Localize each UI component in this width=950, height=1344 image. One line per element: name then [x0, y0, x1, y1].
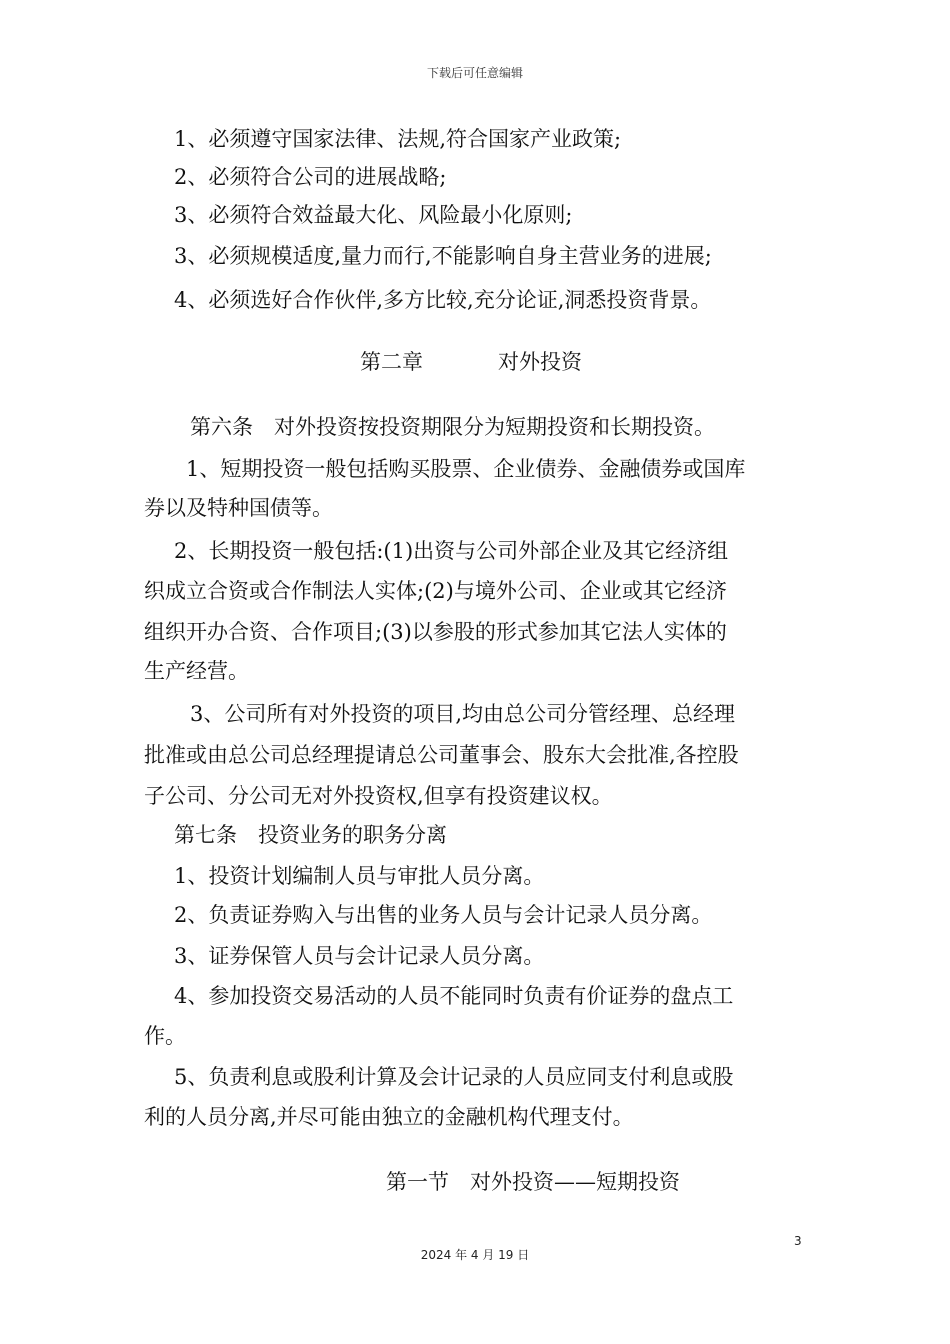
article-6-item-2-line-3: 组织开办合资、合作项目;(3)以参股的形式参加其它法人实体的: [144, 620, 727, 644]
article-7-item-2: 2、负责证券购入与出售的业务人员与会计记录人员分离。: [174, 903, 713, 927]
article-7-item-4-line-2: 作。: [144, 1024, 186, 1048]
article-6-item-1-line-2: 券以及特种国债等。: [144, 496, 333, 520]
article-6-item-3-line-3: 子公司、分公司无对外投资权,但享有投资建议权。: [144, 784, 613, 808]
article-6-item-3-line-2: 批准或由总公司总经理提请总公司董事会、股东大会批准,各控股: [144, 743, 739, 767]
article-6-item-3-line-1: 3、公司所有对外投资的项目,均由总公司分管经理、总经理: [190, 702, 736, 726]
principle-item-3: 3、必须符合效益最大化、风险最小化原则;: [174, 203, 573, 227]
principle-item-5: 4、必须选好合作伙伴,多方比较,充分论证,洞悉投资背景。: [174, 288, 712, 312]
principle-item-1: 1、必须遵守国家法律、法规,符合国家产业政策;: [174, 127, 622, 151]
article-7-item-5-line-2: 利的人员分离,并尽可能由独立的金融机构代理支付。: [144, 1105, 634, 1129]
article-7-item-4-line-1: 4、参加投资交易活动的人员不能同时负责有价证券的盘点工: [174, 984, 734, 1008]
page-number: 3: [794, 1234, 802, 1248]
article-7-heading: 第七条 投资业务的职务分离: [174, 823, 447, 847]
principle-item-2: 2、必须符合公司的进展战略;: [174, 165, 447, 189]
article-6-item-2-line-1: 2、长期投资一般包括:(1)出资与公司外部企业及其它经济组: [174, 539, 729, 563]
article-7-item-1: 1、投资计划编制人员与审批人员分离。: [174, 864, 545, 888]
article-6-heading: 第六条 对外投资按投资期限分为短期投资和长期投资。: [190, 415, 715, 439]
chapter-title: 对外投资: [498, 350, 582, 374]
principle-item-4: 3、必须规模适度,量力而行,不能影响自身主营业务的进展;: [174, 244, 712, 268]
page-header: 下载后可任意编辑: [426, 66, 523, 80]
article-6-item-2-line-4: 生产经营。: [144, 659, 249, 683]
page-footer-date: 2024 年 4 月 19 日: [420, 1248, 530, 1262]
article-6-item-1-line-1: 1、短期投资一般包括购买股票、企业债券、金融债券或国库: [186, 457, 746, 481]
section-heading: 第一节 对外投资——短期投资: [386, 1170, 680, 1194]
article-6-item-2-line-2: 织成立合资或合作制法人实体;(2)与境外公司、企业或其它经济: [144, 579, 727, 603]
article-7-item-3: 3、证券保管人员与会计记录人员分离。: [174, 944, 545, 968]
chapter-number: 第二章: [360, 350, 423, 374]
article-7-item-5-line-1: 5、负责利息或股利计算及会计记录的人员应同支付利息或股: [174, 1065, 734, 1089]
